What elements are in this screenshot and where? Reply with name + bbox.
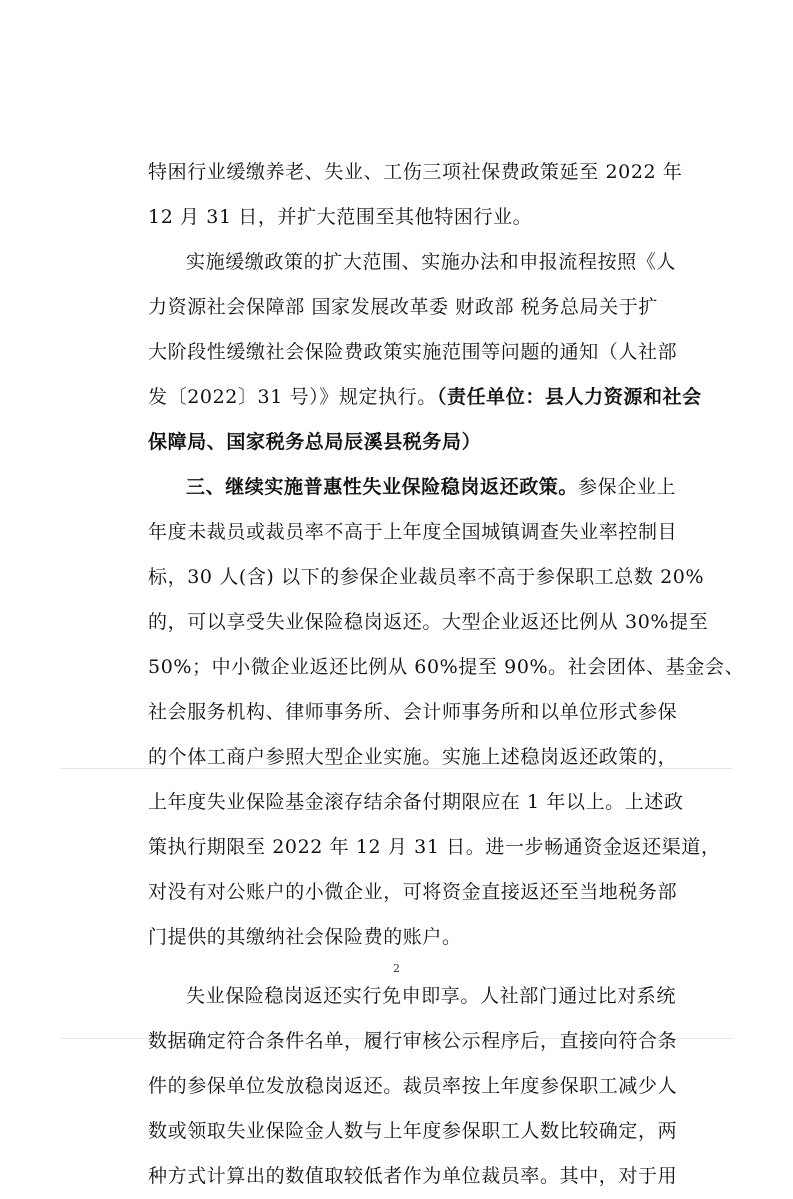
text-line: 策执行期限至 2022 年 12 月 31 日。进一步畅通资金返还渠道， [148,836,721,858]
text-line: 种方式计算出的数值取较低者作为单位裁员率。其中，对于用 [148,1165,678,1187]
text-line: 对没有对公账户的小微企业，可将资金直接返还至当地税务部 [148,881,678,903]
text-line: 标，30 人(含) 以下的参保企业裁员率不高于参保职工总数 20% [148,566,705,588]
text-run: 参保企业上 [578,476,677,498]
text-line: 门提供的其缴纳社会保险费的账户。 [148,926,462,948]
text-line: 件的参保单位发放稳岗返还。裁员率按上年度参保职工减少人 [148,1075,678,1097]
body-text [148,150,745,1199]
text-line: 失业保险稳岗返还实行免申即享。人社部门通过比对系统 [186,985,677,1007]
text-line: 力资源社会保障部 国家发展改革委 财政部 税务总局关于扩 [148,296,658,318]
text-line: 50%；中小微企业返还比例从 60%提至 90%。社会团体、基金会、 [148,656,745,678]
text-line: 大阶段性缓缴社会保险费政策实施范围等问题的通知（人社部 [148,341,678,363]
text-line: 12 月 31 日，并扩大范围至其他特困行业。 [148,206,533,228]
text-line: 社会服务机构、律师事务所、会计师事务所和以单位形式参保 [148,701,678,723]
text-line: 上年度失业保险基金滚存结余备付期限应在 1 年以上。上述政 [148,791,684,813]
text-line: 数据确定符合条件名单，履行审核公示程序后，直接向符合条 [148,1030,678,1052]
page-number: 2 [393,962,400,975]
paragraph [148,240,702,465]
text-line [148,465,677,510]
text-line: 年度未裁员或裁员率不高于上年度全国城镇调查失业率控制目 [148,521,678,543]
text-line: 的个体工商户参照大型企业实施。实施上述稳岗返还政策的， [148,746,678,768]
text-run: 发〔2022〕31 号）》规定执行。 [148,386,437,408]
section-heading: 三、继续实施普惠性失业保险稳岗返还政策。 [186,476,579,498]
responsible-unit-text: （责任单位：县人力资源和社会 [436,386,702,408]
paragraph [148,465,745,960]
text-line [148,375,702,420]
paragraph [148,974,678,1199]
text-line: 数或领取失业保险金人数与上年度参保职工人数比较确定，两 [148,1120,678,1142]
text-line: 实施缓缴政策的扩大范围、实施办法和申报流程按照《人 [186,251,677,273]
text-line: 的，可以享受失业保险稳岗返还。大型企业返还比例从 30%提至 [148,611,709,633]
responsible-unit-text: 保障局、国家税务总局辰溪县税务局） [148,431,482,453]
paragraph [148,150,683,240]
text-line: 特困行业缓缴养老、失业、工伤三项社保费政策延至 2022 年 [148,161,683,183]
